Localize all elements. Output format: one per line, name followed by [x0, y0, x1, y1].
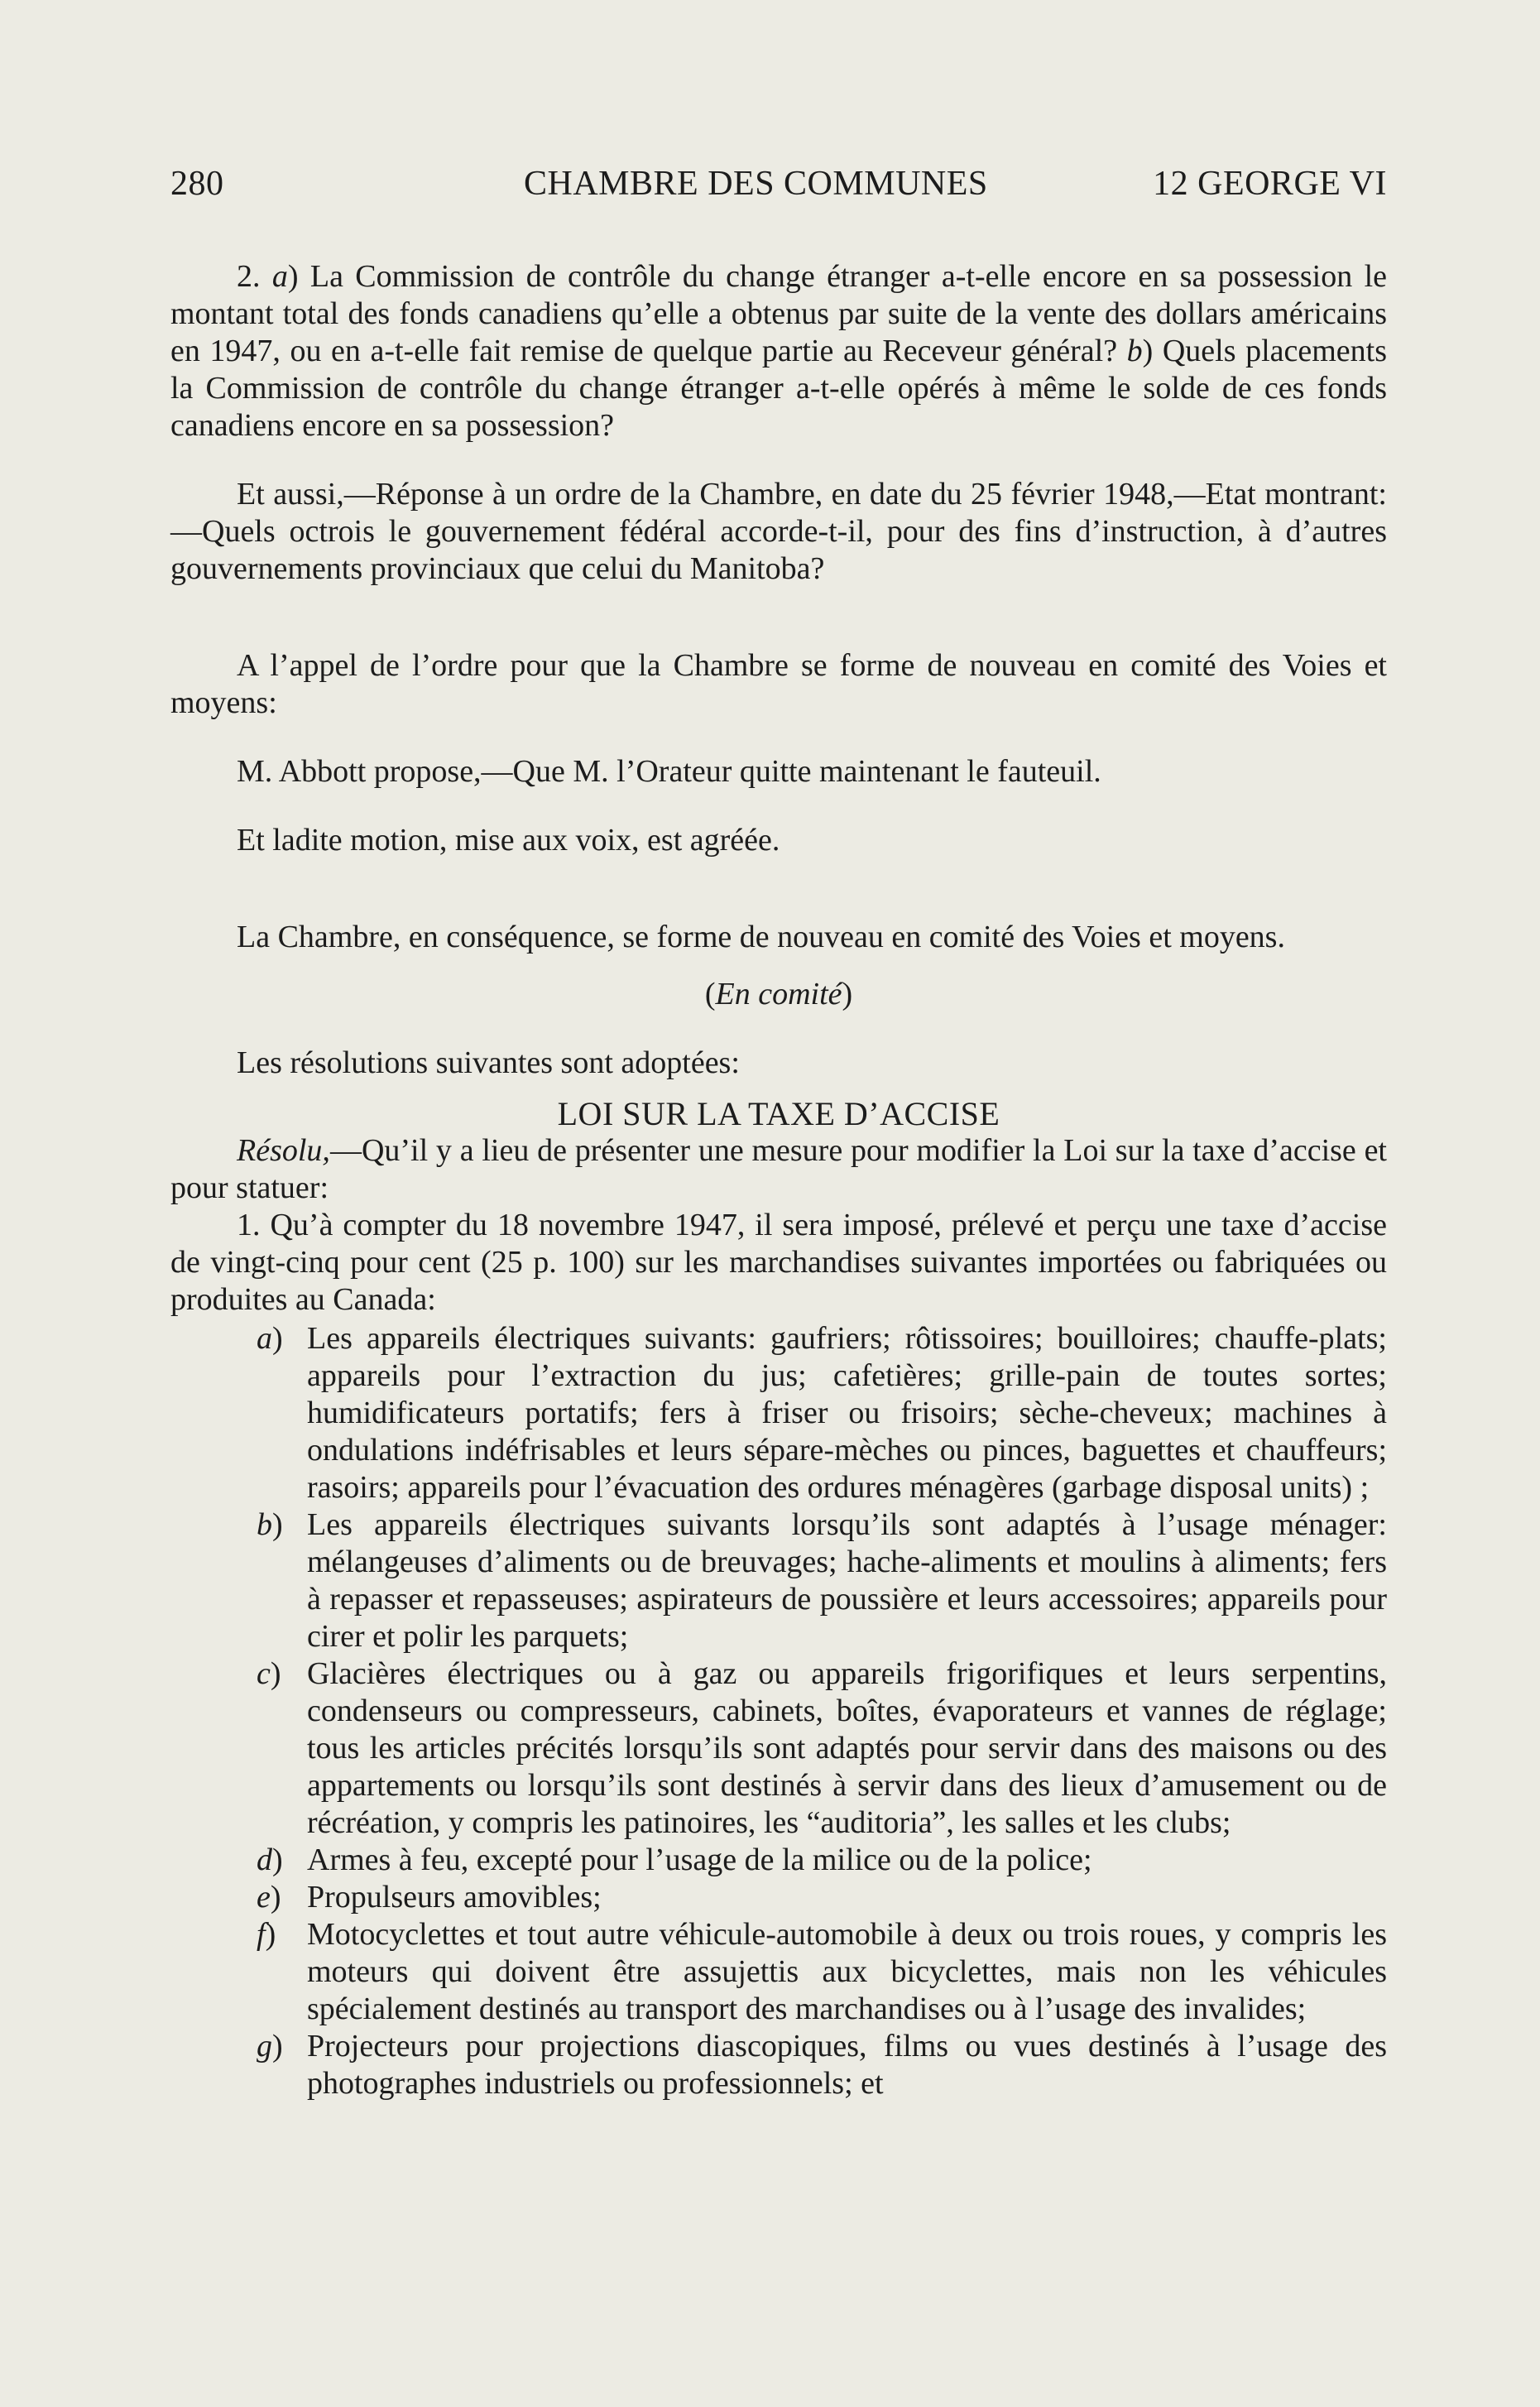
resolved-label: Résolu, [237, 1133, 330, 1168]
committee-paragraph: La Chambre, en conséquence, se forme de nouveau en comité des Voies et moyens. [237, 920, 1285, 954]
item-text: Glacières électriques ou à gaz ou appareils frigorifiques et leurs serpentins, condenseurs ou compresseurs, cabinets, boîtes, évaporateurs et vannes de réglage; tous les articles précités lorsqu’ils sont adaptés pour servir dans des maisons ou des appartements ou lorsqu’ils sont destinés à servir dans des lieux d’amusement ou de récréation, y compris les patinoires, les “auditoria”, les salles et les clubs; [307, 1656, 1387, 1840]
resolved-paragraph: Résolu,—Qu’il y a lieu de présenter une mesure pour modifier la Loi sur la taxe d’accise et pour statuer: [170, 1133, 1387, 1205]
goods-list [170, 1320, 1387, 2102]
header-regnal-year: 12 GEORGE VI [1153, 165, 1387, 203]
item-label: f [257, 1917, 266, 1952]
order-call-paragraph: A l’appel de l’ordre pour que la Chambre se forme de nouveau en comité des Voies et moyens: [170, 648, 1387, 720]
item-text: Armes à feu, excepté pour l’usage de la milice ou de la police; [307, 1842, 1092, 1877]
question-label-b: b [1126, 334, 1143, 368]
list-item: b) Les appareils électriques suivants lorsqu’ils sont adaptés à l’usage ménager: mélangeuses d’aliments ou de breuvages; hache-aliments et moulins à aliments; fers à repasser et repasseuses; aspirateurs de poussière et leurs accessoires; appareils pour cirer et polir les parquets; [257, 1507, 1387, 1654]
agreed-paragraph: Et ladite motion, mise aux voix, est agréée. [237, 823, 780, 858]
resolutions-paragraph: Les résolutions suivantes sont adoptées: [237, 1045, 740, 1080]
list-item: a) Les appareils électriques suivants: gaufriers; rôtissoires; bouilloires; chauffe-plats; appareils pour l’extraction du jus; cafetières; grille-pain de toutes sortes; humidificateurs portatifs; fers à friser ou frisoirs; sèche-cheveux; machines à ondulations indéfrisables et leurs sépare-mèches ou pinces, baguettes et chauffeurs; rasoirs; appareils pour l’évacuation des ordures ménagères (garbage disposal units) ; [257, 1321, 1387, 1505]
item-text: Projecteurs pour projections diascopiques, films ou vues destinés à l’usage des photographes industriels ou professionnels; et [307, 2029, 1387, 2101]
list-item: g) Projecteurs pour projections diascopiques, films ou vues destinés à l’usage des photographes industriels ou professionnels; et [257, 2029, 1387, 2101]
list-item: c) Glacières électriques ou à gaz ou appareils frigorifiques et leurs serpentins, condenseurs ou compresseurs, cabinets, boîtes, évaporateurs et vannes de réglage; tous les articles précités lorsqu’ils sont adaptés pour servir dans des maisons ou des appartements ou lorsqu’ils sont destinés à servir dans des lieux d’amusement ou de récréation, y compris les patinoires, les “auditoria”, les salles et les clubs; [257, 1656, 1387, 1840]
question-label-a: a [271, 259, 288, 294]
motion-paragraph: M. Abbott propose,—Que M. l’Orateur quitte maintenant le fauteuil. [237, 754, 1101, 789]
clause-1-paragraph: 1. Qu’à compter du 18 novembre 1947, il sera imposé, prélevé et perçu une taxe d’accise de vingt-cinq pour cent (25 p. 100) sur les marchandises suivantes importées ou fabriquées ou produites au Canada: [170, 1208, 1387, 1317]
in-committee-note: (En comité) [704, 977, 853, 1011]
act-heading: LOI SUR LA TAXE D’ACCISE [557, 1095, 1000, 1132]
page-number: 280 [170, 165, 224, 203]
header-title: CHAMBRE DES COMMUNES [524, 165, 988, 203]
item-label: a [257, 1321, 272, 1356]
item-text: Les appareils électriques suivants lorsqu’ils sont adaptés à l’usage ménager: mélangeuses d’aliments ou de breuvages; hache-aliments et moulins à aliments; fers à repasser et repasseuses; aspirateurs de poussière et leurs accessoires; appareils pour cirer et polir les parquets; [307, 1507, 1387, 1654]
item-label: g [257, 2029, 272, 2063]
item-text: Les appareils électriques suivants: gaufriers; rôtissoires; bouilloires; chauffe-plats; appareils pour l’extraction du jus; cafetières; grille-pain de toutes sortes; humidificateurs portatifs; fers à friser ou frisoirs; sèche-cheveux; machines à ondulations indéfrisables et leurs sépare-mèches ou pinces, baguettes et chauffeurs; rasoirs; appareils pour l’évacuation des ordures ménagères (garbage disposal units) ; [307, 1321, 1387, 1505]
list-item: d) Armes à feu, excepté pour l’usage de la milice ou de la police; [257, 1842, 1092, 1877]
list-item: f) Motocyclettes et tout autre véhicule-automobile à deux ou trois roues, y compris les moteurs qui doivent être assujettis aux bicyclettes, mais non les véhicules spécialement destinés au transport des marchandises ou à l’usage des invalides; [257, 1917, 1387, 2026]
question-paragraph: 2. a) La Commission de contrôle du change étranger a-t-elle encore en sa possession le montant total des fonds canadiens qu’elle a obtenus par suite de la vente des dollars américains en 1947, ou en a-t-elle fait remise de quelque partie au Receveur général? b) Quels placements la Commission de contrôle du change étranger a-t-elle opérés à même le solde de ces fonds canadiens encore en sa possession? [170, 259, 1388, 443]
item-label: d [257, 1842, 272, 1877]
item-text: Motocyclettes et tout autre véhicule-automobile à deux ou trois roues, y compris les moteurs qui doivent être assujettis aux bicyclettes, mais non les véhicules spécialement destinés au transport des marchandises ou à l’usage des invalides; [307, 1917, 1387, 2026]
item-label: c [257, 1656, 271, 1691]
item-label: e [257, 1880, 271, 1915]
item-label: b [257, 1507, 272, 1542]
running-header [170, 164, 1387, 210]
page-body [170, 258, 1387, 2102]
item-text: Propulseurs amovibles; [307, 1880, 602, 1915]
return-paragraph: Et aussi,—Réponse à un ordre de la Chambre, en date du 25 février 1948,—Etat montrant:—Quels octrois le gouvernement fédéral accorde-t-il, pour des fins d’instruction, à d’autres gouvernements provinciaux que celui du Manitoba? [170, 477, 1387, 586]
list-item: e) Propulseurs amovibles; [257, 1880, 602, 1915]
